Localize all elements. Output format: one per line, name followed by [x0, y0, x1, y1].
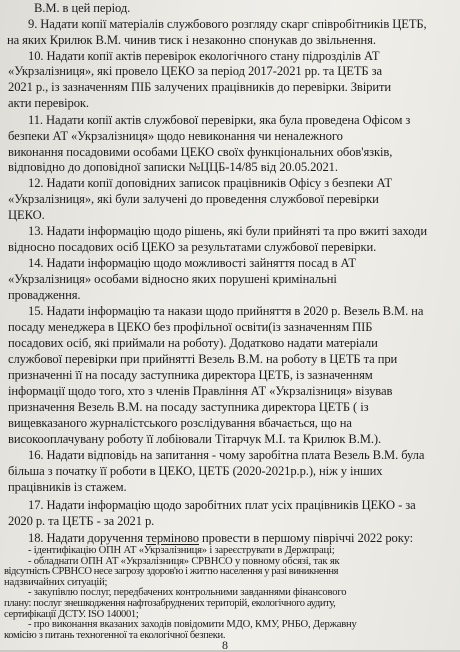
text-line: - про виконання вказаних заходів повідомити МДО, КМУ, РНБО, Державну [28, 619, 357, 631]
text-line: - ідентифікацію ОПН АТ «Укрзалізниця» і зареєструвати в Держпраці; [28, 545, 335, 556]
text-line: відповідно до доповідної записки №ЦЦБ-14/85 від 20.05.2021. [8, 160, 338, 174]
text-line: надзвичайних ситуацій; [4, 576, 108, 588]
text-line: інформації щодо того, хто з членів Правління АТ «Укрзалізниця» візував [8, 384, 393, 398]
text-line: - обладнати ОПН АТ «Укрзалізниця» СРВНСО у повному обсязі, так як [28, 555, 340, 567]
text-line: 17. Надати інформацію щодо заробітних плат усіх працівників ЦЕКО - за [28, 498, 416, 512]
text-line: більша з початку її роботи в ЦЕКО, ЦЕТБ (2020-2021р.р.), ніж у інших [8, 464, 383, 478]
text-line: призначенні її на посаду заступника директора ЦЕТБ, із зазначенням [8, 368, 373, 382]
text-line: сертифікації ДСТУ. ISO 140001; [4, 608, 139, 620]
text-line: безпеки АТ «Укрзалізниця» щодо невиконання чи неналежного [8, 129, 343, 143]
page-number: 8 [222, 638, 228, 652]
text-line: 11. Надати копії актів службової перевірки, яка була проведена Офісом з [28, 113, 411, 127]
item-18-underlined-word: терміново [146, 531, 199, 545]
text-line: ЦЕКО. [8, 208, 45, 222]
text-line: працівників із стажем. [8, 480, 127, 494]
item-18-suffix: провести в першому півріччі 2022 року: [198, 531, 414, 545]
text-line: призначення Везель В.М. на посаду заступника директора ЦЕТБ ( із [8, 400, 369, 414]
text-line: 2021 р., із зазначенням ПІБ залучених працівників до перевірки. Звірити [8, 80, 392, 94]
text-line: «Укрзалізниця», які були залучені до проведення службової перевірки [8, 192, 379, 206]
text-line: «Укрзалізниця», які провело ЦЕКО за період 2017-2021 рр. та ЦЕТБ за [8, 64, 382, 78]
text-line: плану: послуг знешкодження нафтозабруднених територій, екологічного аудиту, [4, 598, 336, 609]
text-line: посаду менеджера в ЦЕКО без профільної освіти(із зазначенням ПІБ [8, 320, 373, 334]
item-18-prefix: 18. Надати доручення [28, 531, 147, 545]
text-line: 10. Надати копії актів перевірок екологічного стану підрозділів АТ [28, 49, 380, 63]
text-line: «Укрзалізниця» особами відносно яких порушені кримінальні [8, 272, 337, 286]
text-line: провадження. [8, 288, 81, 302]
text-line: 15. Надати інформацію та накази щодо прийняття в 2020 р. Везель В.М. на [28, 304, 424, 318]
text-line: В.М. в цей період. [34, 1, 131, 15]
text-line: службової перевірки при прийнятті Везель В.М. на роботу в ЦЕТБ та при [8, 352, 398, 366]
text-line: акти перевірок. [8, 96, 89, 110]
text-line: вищевказаного журналістського розслідування вбачається, що на [8, 416, 352, 430]
text-line: відсутність СРВНСО несе загрозу здоров'ю і життю населення у разі виникнення [4, 566, 339, 578]
text-line: відносно посадових осіб ЦЕКО за результатами службової перевірки. [8, 240, 377, 254]
text-line: 16. Надати відповідь на запитання - чому заробітна плата Везель В.М. була [28, 448, 425, 462]
text-line [28, 531, 413, 546]
text-line: 2020 р. та ЦЕТБ - за 2021 р. [8, 514, 155, 528]
text-line: виконання посадовими особами ЦЕКО своїх функціональних обов'язків, [8, 145, 393, 159]
text-line: - закупівлю послуг, передбачених контрольними завданнями фінансового [28, 587, 347, 599]
text-line: 14. Надати інформацію щодо можливості зайняття посад в АТ [28, 256, 357, 270]
text-line: на яких Крилюк В.М. чинив тиск і незаконно спонукав до звільнення. [7, 33, 376, 47]
text-line: комісію з питань техногенної та екологічної безпеки. [4, 629, 226, 641]
text-line: 13. Надати інформацію щодо рішень, які були прийняті та про вжиті заходи [28, 224, 427, 238]
text-line: 9. Надати копії матеріалів службового розгляду скарг співробітників ЦЕТБ, [28, 17, 427, 31]
text-line: високооплачувану роботу її лобіювали Тітарчук М.І. та Крилюк В.М.). [8, 432, 382, 446]
text-line: посадових осіб, які приймали на роботу). Додатково надати матеріали [8, 336, 378, 350]
text-line: 12. Надати копії доповідних записок працівників Офісу з безпеки АТ [28, 176, 392, 190]
